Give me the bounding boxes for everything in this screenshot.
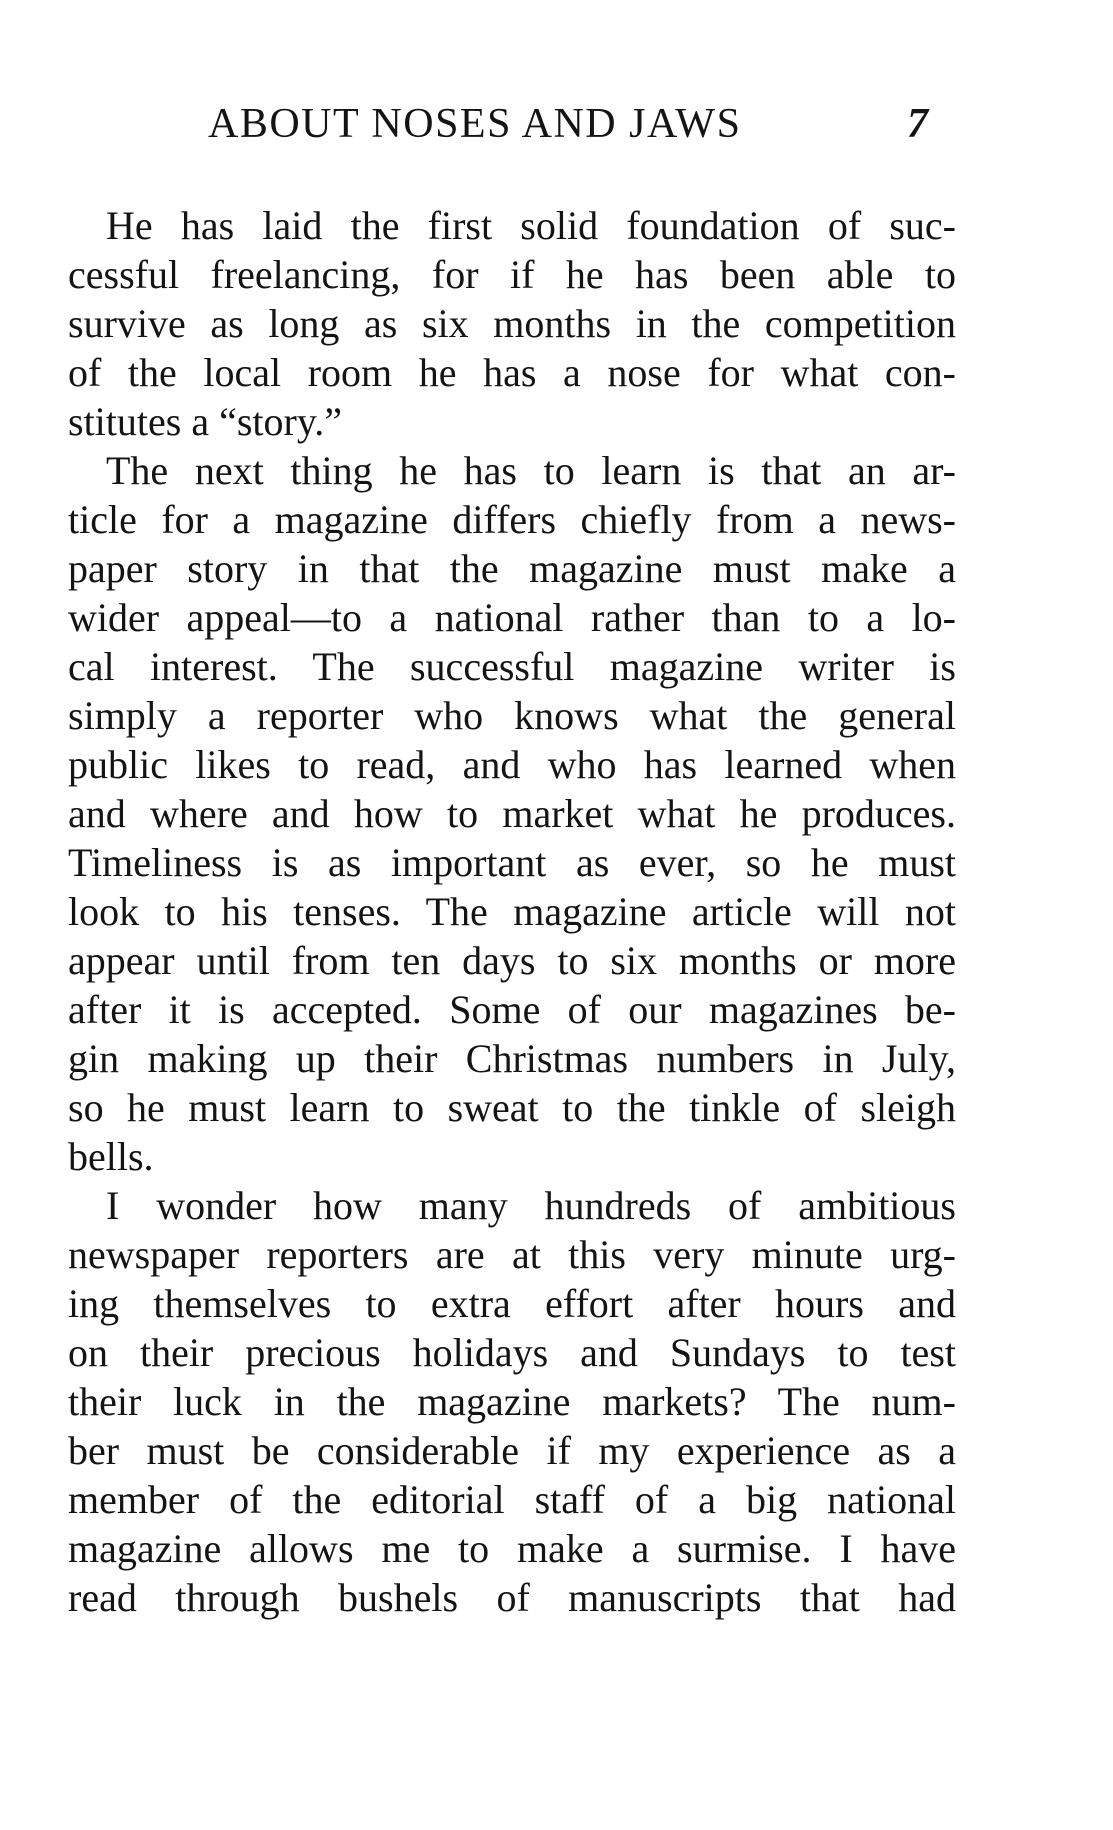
- text-line: their luck in the magazine markets? The num-: [68, 1379, 956, 1424]
- text-line: I wonder how many hundreds of ambitious: [106, 1183, 956, 1228]
- text-line: The next thing he has to learn is that an ar-: [106, 448, 956, 493]
- paragraph-1: [68, 201, 956, 446]
- text-line: read through bushels of manuscripts that had: [68, 1575, 956, 1620]
- text-line: gin making up their Christmas numbers in July,: [68, 1036, 956, 1081]
- body-text: [68, 201, 956, 1622]
- text-line: magazine allows me to make a surmise. I have: [68, 1526, 956, 1571]
- text-line: look to his tenses. The magazine article will not: [68, 889, 956, 934]
- text-line: simply a reporter who knows what the general: [68, 693, 956, 738]
- text-line: wider appeal—to a national rather than to a lo-: [68, 595, 956, 640]
- paragraph-3: [68, 1181, 956, 1622]
- page-number: 7: [907, 101, 928, 147]
- text-line: stitutes a “story.”: [68, 399, 343, 444]
- text-line: newspaper reporters are at this very minute urg-: [68, 1232, 956, 1277]
- text-line: after it is accepted. Some of our magazines be-: [68, 987, 956, 1032]
- text-line: and where and how to market what he produces.: [68, 791, 956, 836]
- text-line: bells.: [68, 1134, 154, 1179]
- running-head: ABOUT NOSES AND JAWS: [208, 101, 742, 147]
- text-line: paper story in that the magazine must make a: [68, 546, 956, 591]
- text-line: member of the editorial staff of a big national: [68, 1477, 956, 1522]
- text-line: on their precious holidays and Sundays to test: [68, 1330, 956, 1375]
- text-line: ber must be considerable if my experience as a: [68, 1428, 956, 1473]
- text-line: Timeliness is as important as ever, so he must: [68, 840, 956, 885]
- text-line: cessful freelancing, for if he has been able to: [68, 252, 956, 297]
- text-line: ing themselves to extra effort after hours and: [68, 1281, 956, 1326]
- text-line: cal interest. The successful magazine writer is: [68, 644, 956, 689]
- text-line: survive as long as six months in the competition: [68, 301, 956, 346]
- text-line: of the local room he has a nose for what con-: [68, 350, 956, 395]
- text-line: so he must learn to sweat to the tinkle of sleigh: [68, 1085, 956, 1130]
- text-line: ticle for a magazine differs chiefly from a news-: [68, 497, 956, 542]
- paragraph-2: [68, 446, 956, 1181]
- text-line: appear until from ten days to six months or more: [68, 938, 956, 983]
- text-line: He has laid the first solid foundation of suc-: [106, 203, 956, 248]
- text-line: public likes to read, and who has learned when: [68, 742, 956, 787]
